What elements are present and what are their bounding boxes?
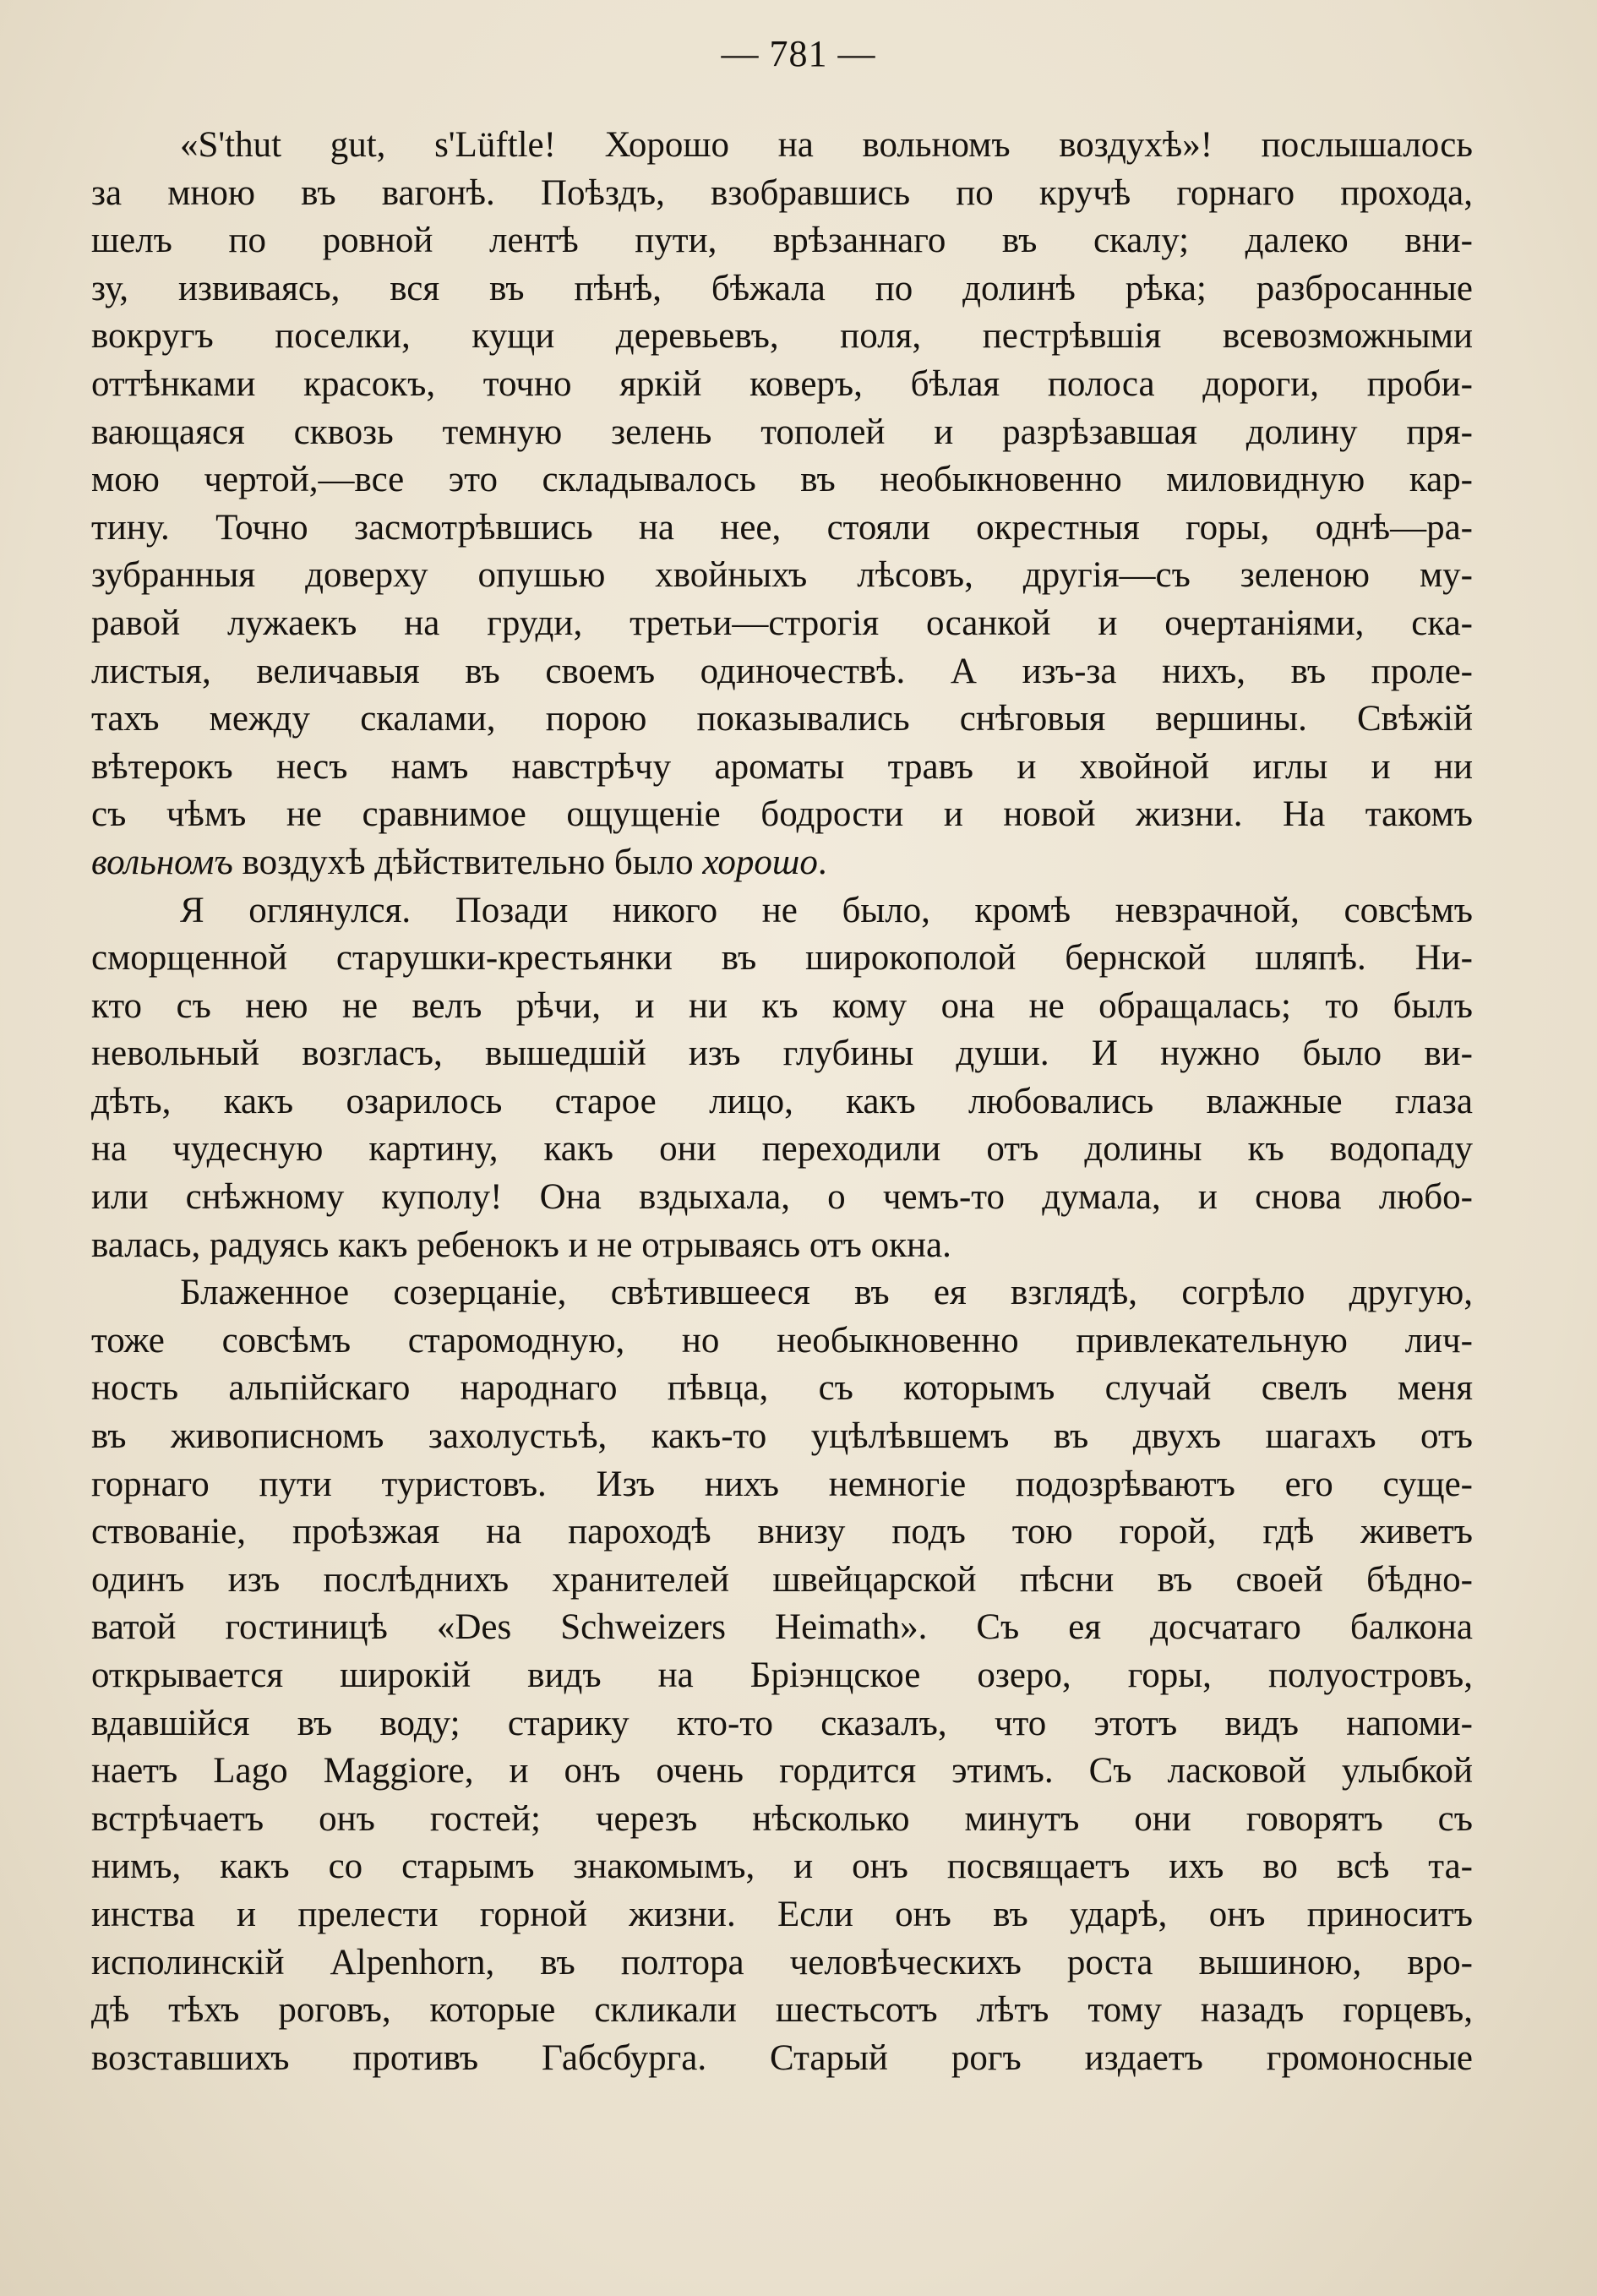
text-line: тину. Точно засмотрѣвшись на нее, стояли окрестныя горы, однѣ—ра-: [91, 507, 1473, 548]
text-line: [91, 839, 1473, 887]
text-line: ность альпійскаго народнаго пѣвца, съ которымъ случай свелъ меня: [91, 1368, 1473, 1409]
text-line: тахъ между скалами, порою показывались снѣговыя вершины. Свѣжій: [91, 699, 1473, 739]
text-line: горнаго пути туристовъ. Изъ нихъ немногіе подозрѣваютъ его суще-: [91, 1464, 1473, 1504]
text-line: тоже совсѣмъ старомодную, но необыкновенно привлекательную лич-: [91, 1320, 1473, 1361]
text-line: шелъ по ровной лентѣ пути, врѣзаннаго въ скалу; далеко вни-: [91, 221, 1473, 261]
text-line: мою чертой,—все это складывалось въ необыкновенно миловидную кар-: [91, 460, 1473, 500]
text-line: Я оглянулся. Позади никого не было, кромѣ невзрачной, совсѣмъ: [180, 890, 1473, 930]
text-line: возставшихъ противъ Габсбурга. Старый рогъ издаетъ громоносные: [91, 2037, 1473, 2078]
text-line: инства и прелести горной жизни. Если онъ въ ударѣ, онъ приноситъ: [91, 1894, 1473, 1934]
text-line: оттѣнками красокъ, точно яркій коверъ, бѣлая полоса дороги, проби-: [91, 363, 1473, 404]
text-line: дѣть, какъ озарилось старое лицо, какъ любовались влажные глаза: [91, 1081, 1473, 1121]
text-line: «S'thut gut, s'Lüftle! Хорошо на вольномъ воздухѣ»! послышалось: [180, 125, 1473, 165]
text-run: воздухѣ дѣйствительно было: [232, 842, 703, 882]
text-line: валась, радуясь какъ ребенокъ и не отрываясь отъ окна.: [91, 1224, 951, 1265]
text-line: ватой гостиницѣ «Des Schweizers Heimath». Съ ея досчатаго балкона: [91, 1607, 1473, 1648]
paragraph-2: [91, 887, 1473, 1270]
text-line: листыя, величавыя въ своемъ одиночествѣ. А изъ-за нихъ, въ проле-: [91, 651, 1473, 691]
text-line: или снѣжному куполу! Она вздыхала, о чемъ-то думала, и снова любо-: [91, 1177, 1473, 1218]
text-line: невольный возгласъ, вышедшій изъ глубины души. И нужно было ви-: [91, 1033, 1473, 1074]
text-line: наетъ Lago Maggiore, и онъ очень гордится этимъ. Съ ласковой улыбкой: [91, 1751, 1473, 1792]
text-line: равой лужаекъ на груди, третьи—строгія осанкой и очертаніями, ска-: [91, 603, 1473, 643]
italic-word: хорошо: [702, 842, 818, 882]
text-run: .: [817, 842, 827, 882]
text-line: зубранныя доверху опушью хвойныхъ лѣсовъ, другія—съ зеленою му-: [91, 555, 1473, 596]
text-line: на чудесную картину, какъ они переходили отъ долины къ водопаду: [91, 1129, 1473, 1170]
text-line: дѣ тѣхъ роговъ, которые скликали шестьсотъ лѣтъ тому назадъ горцевъ,: [91, 1990, 1473, 2031]
text-line: съ чѣмъ не сравнимое ощущеніе бодрости и новой жизни. На такомъ: [91, 794, 1473, 835]
text-line: вокругъ поселки, кущи деревьевъ, поля, пестрѣвшія всевозможными: [91, 316, 1473, 357]
text-line: зу, извиваясь, вся въ пѣнѣ, бѣжала по долинѣ рѣка; разбросанные: [91, 268, 1473, 308]
page-number: — 781 —: [721, 33, 876, 74]
paragraph-1: [91, 122, 1473, 887]
text-line: нимъ, какъ со старымъ знакомымъ, и онъ посвящаетъ ихъ во всѣ та-: [91, 1846, 1473, 1887]
body-text: [91, 122, 1473, 2082]
text-line: ствованіе, проѣзжая на пароходѣ внизу подъ тою горой, гдѣ живетъ: [91, 1512, 1473, 1552]
text-line: открывается широкій видъ на Бріэнцское озеро, горы, полуостровъ,: [91, 1655, 1473, 1695]
text-line: сморщенной старушки-крестьянки въ широкополой бернской шляпѣ. Ни-: [91, 938, 1473, 979]
text-line: встрѣчаетъ онъ гостей; черезъ нѣсколько минутъ они говорятъ съ: [91, 1798, 1473, 1839]
text-line: вающаяся сквозь темную зелень тополей и разрѣзавшая долину пря-: [91, 412, 1473, 452]
italic-word: вольномъ: [91, 842, 233, 882]
text-line: вдавшійся въ воду; старику кто-то сказалъ, что этотъ видъ напоми-: [91, 1703, 1473, 1743]
text-line: одинъ изъ послѣднихъ хранителей швейцарской пѣсни въ своей бѣдно-: [91, 1559, 1473, 1600]
text-line: Блаженное созерцаніе, свѣтившееся въ ея взглядѣ, согрѣло другую,: [180, 1273, 1473, 1313]
text-line: кто съ нею не велъ рѣчи, и ни къ кому она не обращалась; то былъ: [91, 985, 1473, 1026]
paragraph-3: [91, 1269, 1473, 2082]
text-line: исполинскій Alpenhorn, въ полтора человѣческихъ роста вышиною, вро-: [91, 1942, 1473, 1982]
text-line: за мною въ вагонѣ. Поѣздъ, взобравшись по кручѣ горнаго прохода,: [91, 172, 1473, 213]
text-line: вѣтерокъ несъ намъ навстрѣчу ароматы травъ и хвойной иглы и ни: [91, 746, 1473, 787]
text-line: въ живописномъ захолустьѣ, какъ-то уцѣлѣвшемъ въ двухъ шагахъ отъ: [91, 1416, 1473, 1457]
